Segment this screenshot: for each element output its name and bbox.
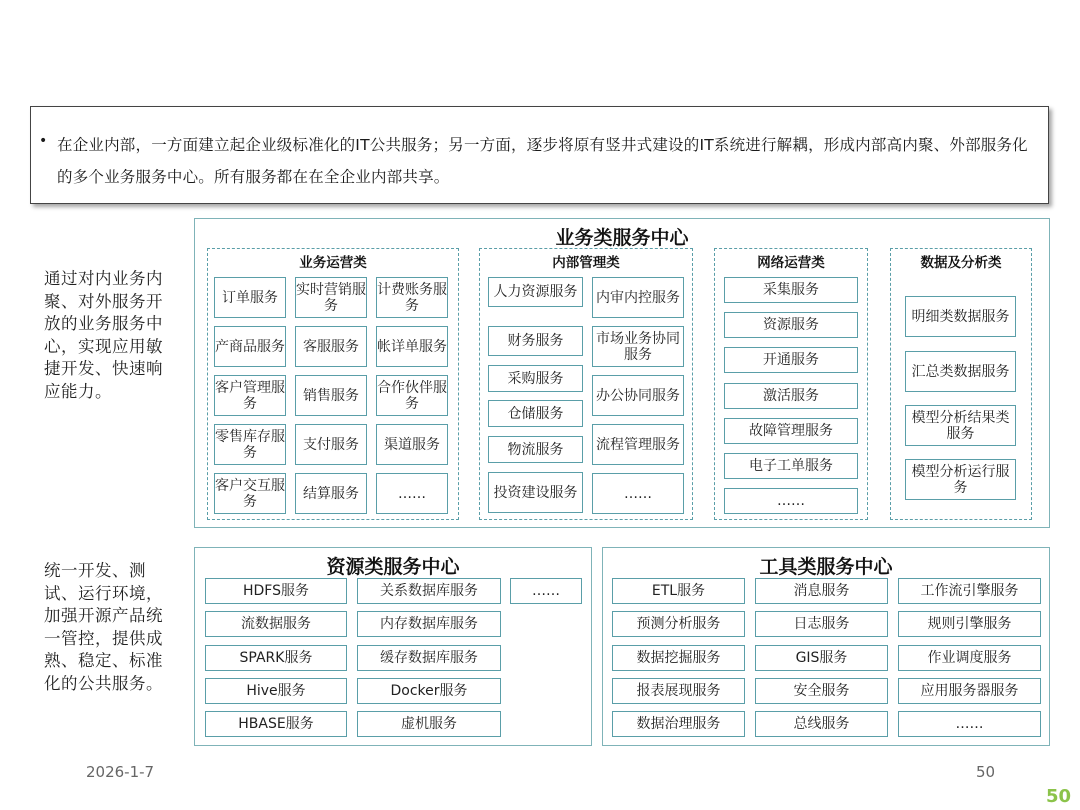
service-cell xyxy=(205,578,347,604)
service-label: 客服服务 xyxy=(303,338,359,355)
service-cell xyxy=(905,459,1016,500)
service-cell xyxy=(295,424,367,465)
service-cell xyxy=(724,277,858,303)
service-cell xyxy=(612,645,745,671)
service-cell xyxy=(376,424,448,465)
service-cell xyxy=(755,611,888,637)
summary-note xyxy=(30,106,1049,204)
summary-text: 在企业内部，一方面建立起企业级标准化的IT公共服务；另一方面，逐步将原有竖井式建设的IT系统进行解耦，形成内部高内聚、外部服务化的多个业务服务中心。所有服务都在在全企业内部共享。 xyxy=(57,136,1028,186)
service-label: 产商品服务 xyxy=(215,338,285,355)
service-label: 流数据服务 xyxy=(241,616,311,632)
service-cell xyxy=(898,578,1041,604)
service-label: …… xyxy=(955,716,984,732)
service-cell xyxy=(592,424,684,465)
service-label: 关系数据库服务 xyxy=(380,583,478,599)
service-label: 预测分析服务 xyxy=(636,616,721,632)
service-cell xyxy=(488,277,583,307)
service-label: 内审内控服务 xyxy=(596,289,680,306)
service-cell xyxy=(488,326,583,356)
service-cell xyxy=(898,678,1041,704)
business-center-title: 业务类服务中心 xyxy=(555,227,689,249)
service-cell xyxy=(612,678,745,704)
service-label: 数据治理服务 xyxy=(636,716,721,732)
footer-date: 2026-1-7 xyxy=(86,763,155,781)
service-label: 资源服务 xyxy=(763,317,819,334)
service-label: 采集服务 xyxy=(763,282,819,298)
service-label: 总线服务 xyxy=(793,716,850,732)
service-cell xyxy=(295,375,367,416)
service-label: 数据挖掘服务 xyxy=(636,650,721,666)
service-cell xyxy=(357,611,501,637)
service-label: 激活服务 xyxy=(763,387,819,404)
service-label: 故障管理服务 xyxy=(749,422,833,439)
service-label: 财务服务 xyxy=(507,333,564,349)
service-label: GIS服务 xyxy=(795,650,848,666)
service-cell xyxy=(214,375,286,416)
service-cell xyxy=(295,326,367,367)
service-cell xyxy=(214,424,286,465)
service-cell xyxy=(510,578,582,604)
service-label: Docker服务 xyxy=(390,683,468,699)
service-label: 报表展现服务 xyxy=(636,683,721,699)
service-cell xyxy=(488,472,583,513)
service-label: 电子工单服务 xyxy=(749,458,833,474)
service-cell xyxy=(214,473,286,514)
service-label: 模型分析结果类服务 xyxy=(911,409,1010,442)
service-cell xyxy=(612,711,745,737)
service-cell xyxy=(592,326,684,367)
service-label: 安全服务 xyxy=(793,683,850,699)
service-cell xyxy=(755,578,888,604)
group-title: 网络运营类 xyxy=(757,255,825,271)
service-cell xyxy=(357,645,501,671)
service-label: 支付服务 xyxy=(303,436,359,453)
service-cell xyxy=(357,678,501,704)
service-cell xyxy=(905,351,1016,392)
service-cell xyxy=(755,678,888,704)
group-title: 内部管理类 xyxy=(552,255,620,271)
service-label: 采购服务 xyxy=(507,370,564,387)
service-cell xyxy=(357,711,501,737)
service-label: …… xyxy=(624,485,652,502)
service-cell xyxy=(592,277,684,318)
service-label: 缓存数据库服务 xyxy=(380,650,478,666)
service-label: 明细类数据服务 xyxy=(911,308,1010,325)
service-label: 日志服务 xyxy=(793,616,850,632)
service-cell xyxy=(488,400,583,427)
service-label: 人力资源服务 xyxy=(493,284,578,300)
service-label: 仓储服务 xyxy=(507,405,564,422)
service-cell xyxy=(357,578,501,604)
service-cell xyxy=(295,277,367,318)
service-cell xyxy=(898,611,1041,637)
service-cell xyxy=(376,277,448,318)
service-label: 订单服务 xyxy=(222,289,278,306)
service-label: 模型分析运行服务 xyxy=(911,463,1010,496)
service-label: 工作流引擎服务 xyxy=(920,583,1019,599)
service-cell xyxy=(295,473,367,514)
service-cell xyxy=(376,473,448,514)
service-label: 汇总类数据服务 xyxy=(911,363,1010,380)
service-cell xyxy=(612,611,745,637)
service-label: 应用服务器服务 xyxy=(920,683,1019,699)
service-cell xyxy=(376,375,448,416)
resource-center-title: 资源类服务中心 xyxy=(326,556,460,578)
service-cell xyxy=(205,711,347,737)
corner-page-number: 50 xyxy=(1046,786,1072,807)
service-cell xyxy=(724,488,858,514)
service-cell xyxy=(755,645,888,671)
platform-side-text: 统一开发、测试、运行环境，加强开源产品统一管控，提供成熟、稳定、标准化的公共服务。 xyxy=(44,561,163,693)
group-title: 数据及分析类 xyxy=(920,255,1002,271)
service-label: 规则引擎服务 xyxy=(927,616,1012,632)
service-cell xyxy=(592,375,684,416)
service-label: 零售库存服务 xyxy=(215,428,285,461)
service-label: HBASE服务 xyxy=(238,716,314,732)
service-label: ETL服务 xyxy=(651,583,706,599)
service-cell xyxy=(488,436,583,463)
service-cell xyxy=(376,326,448,367)
service-cell xyxy=(724,453,858,479)
service-label: 计费账务服务 xyxy=(377,281,447,314)
service-label: 合作伙伴服务 xyxy=(377,379,447,412)
service-label: 结算服务 xyxy=(303,485,359,502)
service-cell xyxy=(214,277,286,318)
service-label: 投资建设服务 xyxy=(493,484,578,501)
service-label: HDFS服务 xyxy=(242,583,309,599)
service-label: 渠道服务 xyxy=(384,436,440,453)
service-label: 客户交互服务 xyxy=(215,477,285,510)
service-cell xyxy=(755,711,888,737)
service-cell xyxy=(724,312,858,338)
tool-center-title: 工具类服务中心 xyxy=(759,556,893,578)
service-cell xyxy=(205,645,347,671)
service-cell xyxy=(592,473,684,514)
service-cell xyxy=(205,678,347,704)
footer-page-number: 50 xyxy=(976,763,996,781)
service-label: 物流服务 xyxy=(507,441,564,458)
service-cell xyxy=(898,711,1041,737)
group-title: 业务运营类 xyxy=(299,255,367,271)
service-label: 销售服务 xyxy=(303,387,359,404)
service-label: Hive服务 xyxy=(246,683,306,699)
service-label: 开通服务 xyxy=(763,352,819,369)
service-label: …… xyxy=(777,493,805,510)
service-label: SPARK服务 xyxy=(239,650,313,666)
service-label: 作业调度服务 xyxy=(927,650,1012,666)
business-side-text: 通过对内业务内聚、对外服务开放的业务服务中心，实现应用敏捷开发、快速响应能力。 xyxy=(44,269,163,401)
service-cell xyxy=(724,347,858,373)
service-label: 客户管理服务 xyxy=(215,379,285,412)
service-label: 内存数据库服务 xyxy=(380,616,478,632)
bullet-point: • xyxy=(39,133,48,149)
service-label: 办公协同服务 xyxy=(596,387,680,404)
service-cell xyxy=(612,578,745,604)
service-label: 消息服务 xyxy=(793,583,850,599)
service-label: 实时营销服务 xyxy=(296,281,366,314)
service-cell xyxy=(905,296,1016,337)
service-cell xyxy=(724,418,858,444)
service-label: 流程管理服务 xyxy=(596,436,680,453)
service-label: …… xyxy=(398,485,426,502)
service-cell xyxy=(205,611,347,637)
service-cell xyxy=(724,383,858,409)
service-cell xyxy=(488,365,583,392)
service-cell xyxy=(214,326,286,367)
service-label: 市场业务协同服务 xyxy=(596,330,680,363)
service-cell xyxy=(905,405,1016,446)
service-label: …… xyxy=(532,583,560,599)
service-label: 帐详单服务 xyxy=(377,338,447,355)
service-cell xyxy=(898,645,1041,671)
service-label: 虚机服务 xyxy=(401,716,457,732)
